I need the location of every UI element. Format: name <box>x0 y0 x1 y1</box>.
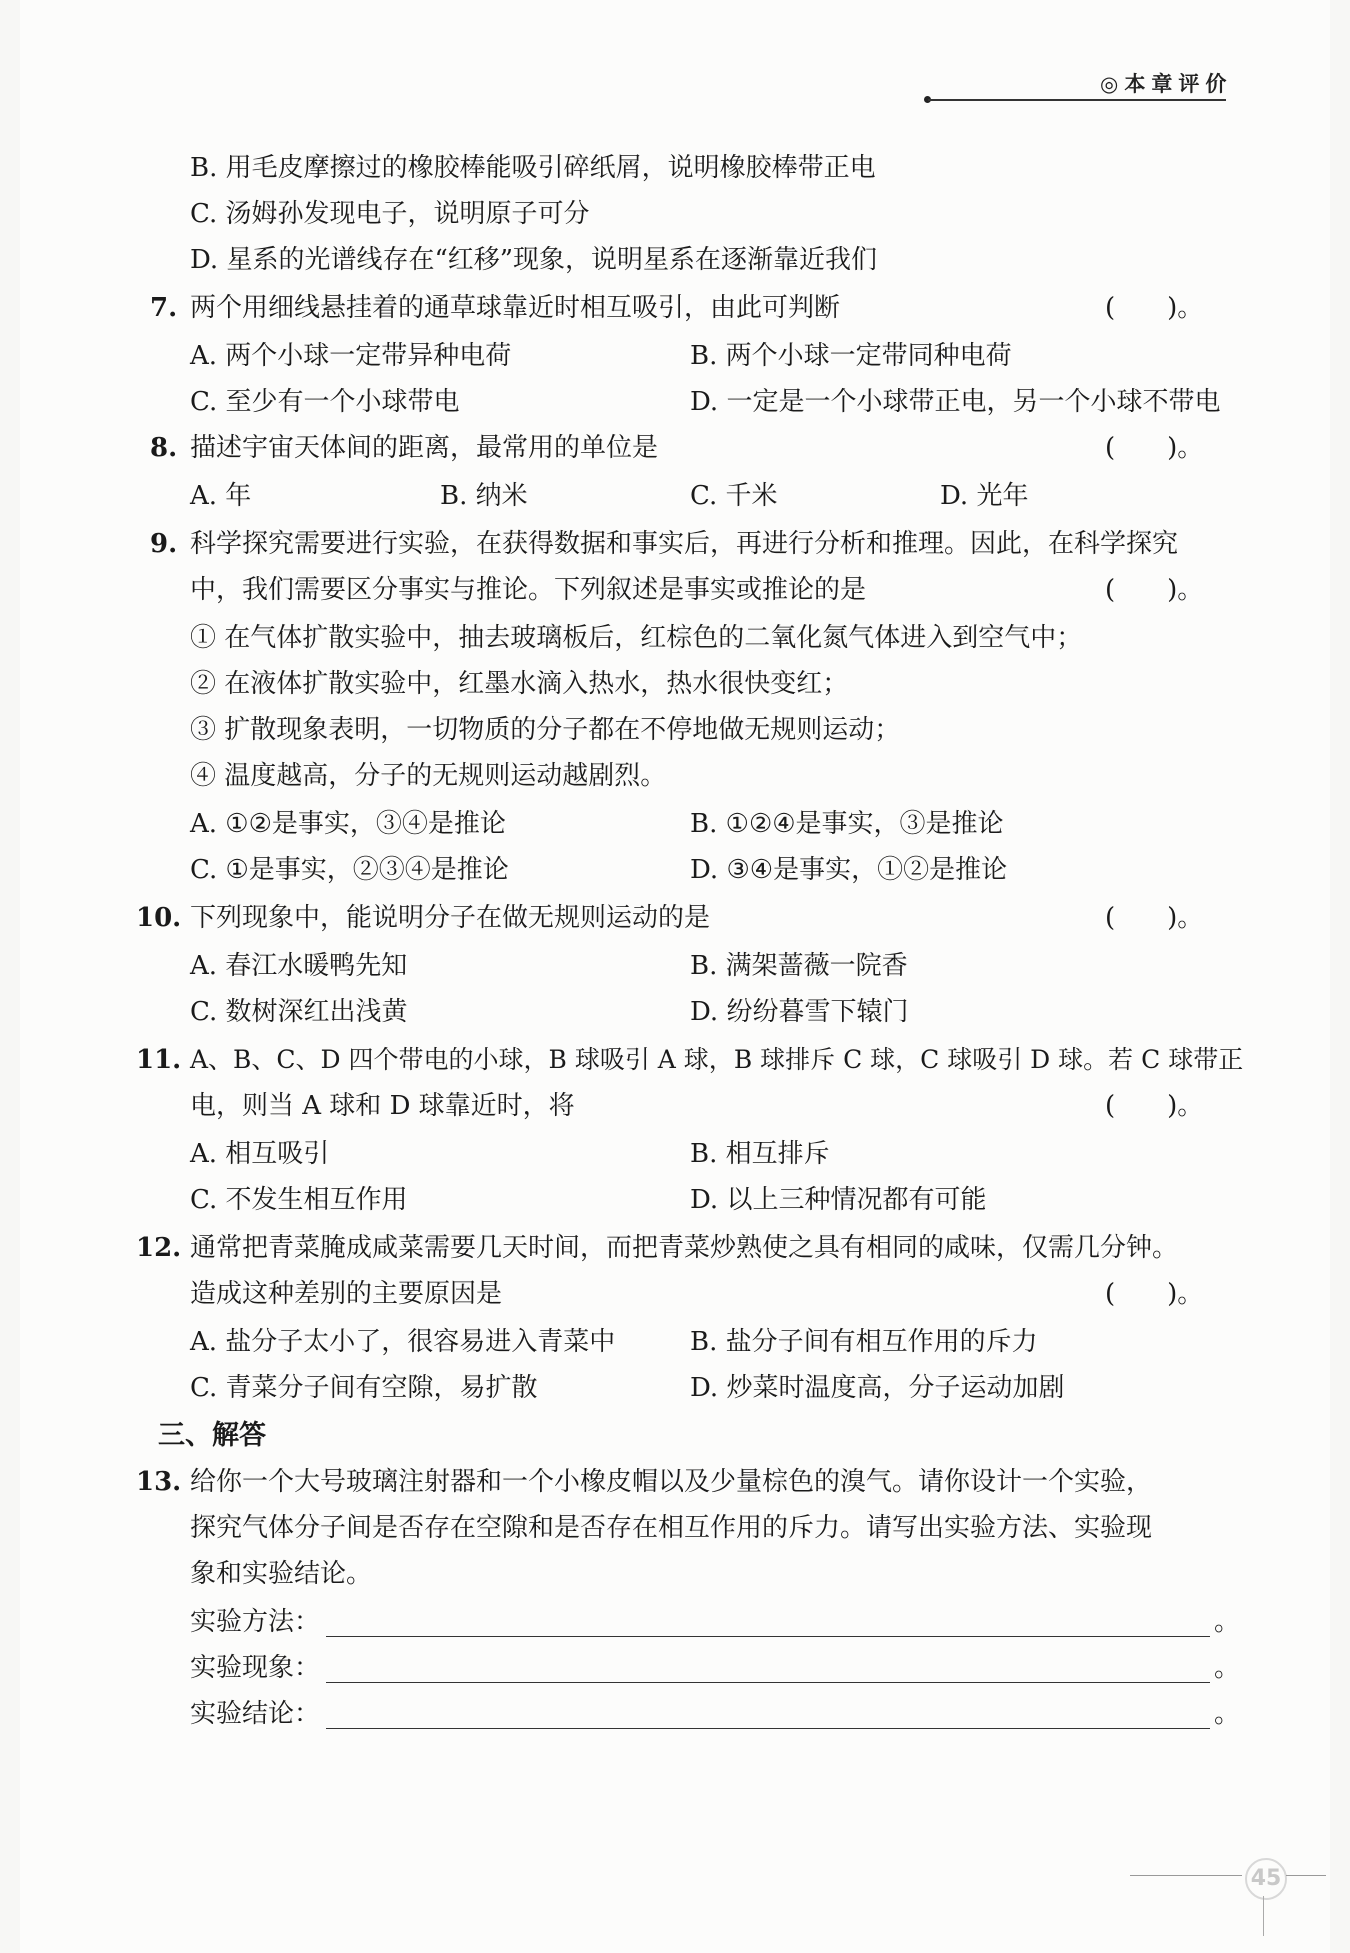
q7-number: 7. <box>150 293 178 323</box>
q12-option-a: A. 盐分子太小了，很容易进入青菜中 <box>190 1327 616 1357</box>
q9-statement-2: ② 在液体扩散实验中，红墨水滴入热水，热水很快变红； <box>190 669 849 699</box>
footer-tick <box>1263 1896 1264 1936</box>
q10-option-a: A. 春江水暖鸭先知 <box>190 951 408 981</box>
section-title: 三、解答 <box>158 1420 266 1451</box>
conclusion-answer-line[interactable] <box>326 1728 1210 1729</box>
q8-number: 8. <box>150 433 178 463</box>
q9-stem-line-1: 科学探究需要进行实验，在获得数据和事实后，再进行分析和推理。因此，在科学探究 <box>190 529 1179 559</box>
q12-option-d: D. 炒菜时温度高，分子运动加剧 <box>690 1373 1065 1403</box>
q8-answer-blank: ( )。 <box>1105 433 1204 463</box>
phenomenon-end-mark: 。 <box>1214 1653 1241 1683</box>
q8-option-c: C. 千米 <box>690 481 778 511</box>
footer-rule-left <box>1130 1875 1242 1876</box>
q9-stem-line-2: 中，我们需要区分事实与推论。下列叙述是事实或推论的是 <box>190 575 867 605</box>
conclusion-end-mark: 。 <box>1214 1699 1241 1729</box>
q9-statement-4: ④ 温度越高，分子的无规则运动越剧烈。 <box>190 761 667 791</box>
phenomenon-answer-line[interactable] <box>326 1682 1210 1683</box>
q6-option-d: D. 星系的光谱线存在“红移”现象，说明星系在逐渐靠近我们 <box>190 245 878 275</box>
q8-option-a: A. 年 <box>190 481 252 511</box>
q7-stem: 两个用细线悬挂着的通草球靠近时相互吸引，由此可判断 <box>190 293 841 323</box>
q12-option-c: C. 青菜分子间有空隙，易扩散 <box>190 1373 538 1403</box>
q11-option-a: A. 相互吸引 <box>190 1139 330 1169</box>
q10-number: 10. <box>136 903 182 933</box>
method-label: 实验方法： <box>190 1607 321 1637</box>
q8-option-d: D. 光年 <box>940 481 1029 511</box>
q13-number: 13. <box>136 1467 182 1497</box>
worksheet-page <box>20 0 1330 1953</box>
q9-option-b: B. ①②④是事实，③是推论 <box>690 809 1004 839</box>
q7-option-d: D. 一定是一个小球带正电，另一个小球不带电 <box>690 387 1221 417</box>
q10-option-d: D. 纷纷暮雪下辕门 <box>690 997 909 1027</box>
chapter-header: ◎本章评价 <box>1100 72 1233 96</box>
q7-option-a: A. 两个小球一定带异种电荷 <box>190 341 512 371</box>
q8-option-b: B. 纳米 <box>440 481 528 511</box>
q11-option-c: C. 不发生相互作用 <box>190 1185 408 1215</box>
method-end-mark: 。 <box>1214 1607 1241 1637</box>
q13-stem-line-1: 给你一个大号玻璃注射器和一个小橡皮帽以及少量棕色的溴气。请你设计一个实验， <box>190 1467 1153 1497</box>
q10-option-b: B. 满架蔷薇一院香 <box>690 951 908 981</box>
q13-stem-line-2: 探究气体分子间是否存在空隙和是否存在相互作用的斥力。请写出实验方法、实验现 <box>190 1513 1153 1543</box>
q9-option-d: D. ③④是事实，①②是推论 <box>690 855 1008 885</box>
q12-option-b: B. 盐分子间有相互作用的斥力 <box>690 1327 1038 1357</box>
conclusion-label: 实验结论： <box>190 1699 321 1729</box>
q8-stem: 描述宇宙天体间的距离，最常用的单位是 <box>190 433 659 463</box>
q12-stem-line-2: 造成这种差别的主要原因是 <box>190 1279 503 1309</box>
footer-rule-right <box>1286 1875 1326 1876</box>
q13-stem-line-3: 象和实验结论。 <box>190 1559 373 1589</box>
q11-answer-blank: ( )。 <box>1105 1091 1204 1121</box>
header-rule <box>928 99 1226 101</box>
q11-stem-line-1: A、B、C、D 四个带电的小球，B 球吸引 A 球，B 球排斥 C 球，C 球吸引 D 球。若 C 球带正 <box>190 1045 1244 1074</box>
q9-statement-1: ① 在气体扩散实验中，抽去玻璃板后，红棕色的二氧化氮气体进入到空气中； <box>190 623 1083 653</box>
q10-answer-blank: ( )。 <box>1105 903 1204 933</box>
q10-stem: 下列现象中，能说明分子在做无规则运动的是 <box>190 903 711 933</box>
page-number: 45 <box>1245 1858 1287 1900</box>
phenomenon-label: 实验现象： <box>190 1653 321 1683</box>
q11-number: 11. <box>136 1045 182 1075</box>
q12-answer-blank: ( )。 <box>1105 1279 1204 1309</box>
q11-stem-line-2: 电，则当 A 球和 D 球靠近时，将 <box>190 1091 575 1121</box>
q9-number: 9. <box>150 529 178 559</box>
q9-answer-blank: ( )。 <box>1105 575 1204 605</box>
q6-option-c: C. 汤姆孙发现电子，说明原子可分 <box>190 199 590 229</box>
q9-statement-3: ③ 扩散现象表明，一切物质的分子都在不停地做无规则运动； <box>190 715 901 745</box>
q10-option-c: C. 数树深红出浅黄 <box>190 997 408 1027</box>
q7-option-b: B. 两个小球一定带同种电荷 <box>690 341 1012 371</box>
q11-option-b: B. 相互排斥 <box>690 1139 830 1169</box>
q7-option-c: C. 至少有一个小球带电 <box>190 387 460 417</box>
q7-answer-blank: ( )。 <box>1105 293 1204 323</box>
q6-option-b: B. 用毛皮摩擦过的橡胶棒能吸引碎纸屑，说明橡胶棒带正电 <box>190 153 876 183</box>
method-answer-line[interactable] <box>326 1636 1210 1637</box>
q12-stem-line-1: 通常把青菜腌成咸菜需要几天时间，而把青菜炒熟使之具有相同的咸味，仅需几分钟。 <box>190 1233 1179 1263</box>
q12-number: 12. <box>136 1233 182 1263</box>
q9-option-a: A. ①②是事实，③④是推论 <box>190 809 506 839</box>
q9-option-c: C. ①是事实，②③④是推论 <box>190 855 509 885</box>
q11-option-d: D. 以上三种情况都有可能 <box>690 1185 987 1215</box>
